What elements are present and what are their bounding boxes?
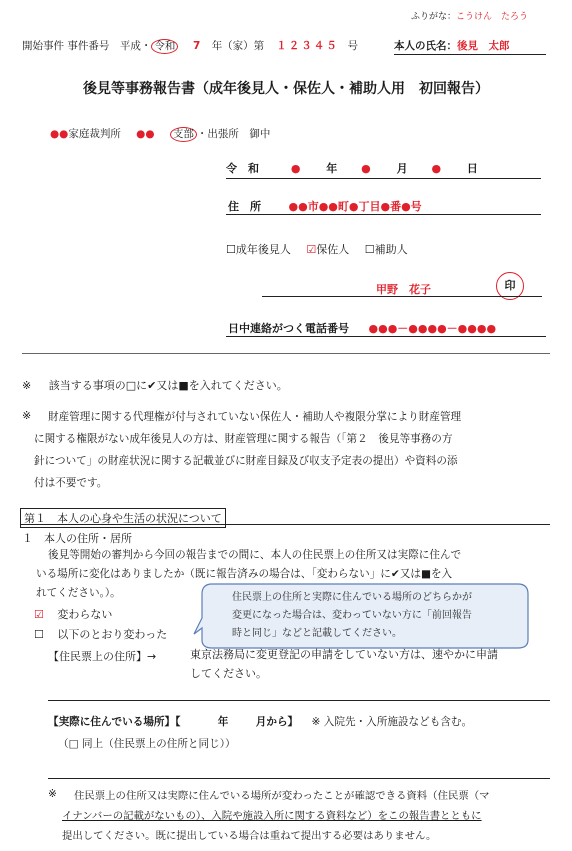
section-1-heading: 第１ 本人の心身や生活の状況について [20,508,226,528]
item-body-line: いる場所に変化はありましたか（既に報告済みの場合は、「変わらない」に✔又は■を入 [36,568,453,580]
callout-line: 時と同じ」などと記載してください。 [232,628,402,639]
note-2-line: 財産管理に関する代理権が付与されていない保佐人・補助人や複限分掌により財産管理 [48,411,462,423]
curator-option[interactable] [306,243,349,256]
actual-note: ※ 入院先・入所施設なども含む。 [311,716,473,728]
resident-text-line: 東京法務局に変更登記の申請をしていない方は、速やかに申請 [190,648,498,661]
phone-underline [226,336,546,337]
unchecked-box-icon[interactable]: ☐ [226,243,236,256]
resident-text-line: してください。 [190,667,267,680]
item-body-line: れてください。）。 [36,587,121,599]
era-circled: 令和 [151,39,178,54]
guardian-option[interactable] [226,243,291,256]
note-2-line: に関する権限がない成年後見人の方は、財産管理に関する報告（「第２ 後見等事務の方 [34,433,453,445]
date-era: 令 和 [226,162,259,175]
branch-circled: 支部 [170,127,197,142]
actual-underline [48,778,550,779]
date-day-label: 日 [466,162,478,175]
reporter-underline [262,296,542,297]
date-month-label: 月 [396,162,408,175]
unchecked-box-icon[interactable]: ☐ [364,243,375,256]
court-dots: ●● [50,128,69,140]
case-number-value: １２３４５ [276,40,339,52]
court-row [50,126,270,142]
case-year: 7 [193,40,201,52]
section-1-rule [20,524,550,525]
resident-underline [48,700,550,701]
date-month-dot: ● [361,162,371,175]
actual-year: 年 [217,716,229,728]
resident-address-label: 【住民票上の住所】→ [48,650,157,663]
case-year-suffix: 年（家）第 [211,40,265,52]
actual-label: 【実際に住んでいる場所】【 [48,716,181,728]
court-label: 家庭裁判所 [68,128,121,140]
footnote-line: 提出してください。既に提出している場合は重ねて提出する必要はありません。 [62,830,437,842]
address-underline [226,214,541,215]
note-2-mark: ※ [22,409,32,422]
date-line [226,160,496,176]
subject-name-label: 本人の氏名： [394,40,457,52]
note-1 [22,377,288,393]
option-changed[interactable] [34,626,167,642]
court-rest: ・出張所 御中 [196,128,271,140]
callout-line: 変更になった場合は、変わっていない方に「前回報告 [232,610,472,621]
assistant-option[interactable] [365,243,408,256]
case-label: 開始事件 事件番号 平成・ [22,40,152,52]
callout-text [232,589,472,643]
date-year-dot: ● [290,162,301,175]
branch-dots: ●● [136,128,155,140]
callout-line: 住民票上の住所と実際に住んでいる場所のどちらかが [232,592,472,603]
footnote-block [62,786,490,846]
note-1-mark: ※ [22,379,32,392]
footnote-mark: ※ [48,788,57,800]
item-body-line: 後見等開始の審判から今回の報告までの間に、本人の住民票上の住所又は実際に住んで [48,549,462,561]
actual-residence-row [48,714,472,729]
date-day-dot: ● [431,162,442,175]
guardian-label: 成年後見人 [235,243,291,256]
reporter-name: 甲野 花子 [376,283,431,296]
phone-label: 日中連絡がつく電話番号 [228,322,349,335]
address-value: ●●市●●町●丁目●番●号 [288,200,422,213]
date-underline [226,178,541,179]
furigana-row [411,9,528,22]
footnote-line: イナンバーの記載がないもの）、入院や施設入所に関する資料など）をこの報告書とともに [62,810,482,822]
same-as-resident-option[interactable]: （□ 同上（住民票上の住所と同じ）） [58,738,236,750]
subject-name-underline [394,54,546,55]
note-1-text: 該当する事項の□に✔又は■を入れてください。 [48,379,288,392]
document-title: 後見等事務報告書（成年後見人・保佐人・補助人用 初回報告） [83,81,489,97]
seal-label: 印 [504,279,516,292]
note-2-line: 針について」の財産状況に関する記載並びに財産目録及び収支予定表の提出）や資料の添 [34,455,458,467]
curator-label: 保佐人 [316,243,350,256]
option-unchanged-label: 変わらない [57,608,113,621]
checked-box-icon[interactable]: ☑ [306,243,317,256]
furigana-value: こうけん たろう [456,12,529,22]
subject-name-row [394,38,544,53]
unchecked-box-icon[interactable]: ☐ [34,628,44,641]
subject-name-value: 後見 太郎 [457,40,510,52]
phone-value: ●●●－●●●●－●●●● [368,322,497,335]
footnote-line: 住民票上の住所又は実際に住んでいる場所が変わったことが確認できる資料（住民票（マ [74,790,490,802]
checked-box-icon[interactable]: ☑ [34,608,44,621]
option-changed-label: 以下のとおり変わった [57,628,168,641]
case-number-row [22,38,358,54]
note-2-block [34,406,553,494]
phone-row [228,320,496,336]
case-suffix: 号 [347,40,359,52]
furigana-label: ふりがな： [411,12,457,22]
address-label: 住 所 [228,200,261,213]
note-2-line: 付は不要です。 [34,477,108,489]
item-title: １ 本人の住所・居所 [22,532,132,545]
actual-month: 月から】 [255,716,299,728]
assistant-label: 補助人 [374,243,408,256]
role-options [226,241,408,257]
address-row [228,198,422,214]
date-year-label: 年 [326,162,338,175]
option-unchanged[interactable] [34,606,112,622]
section-divider [22,353,550,354]
